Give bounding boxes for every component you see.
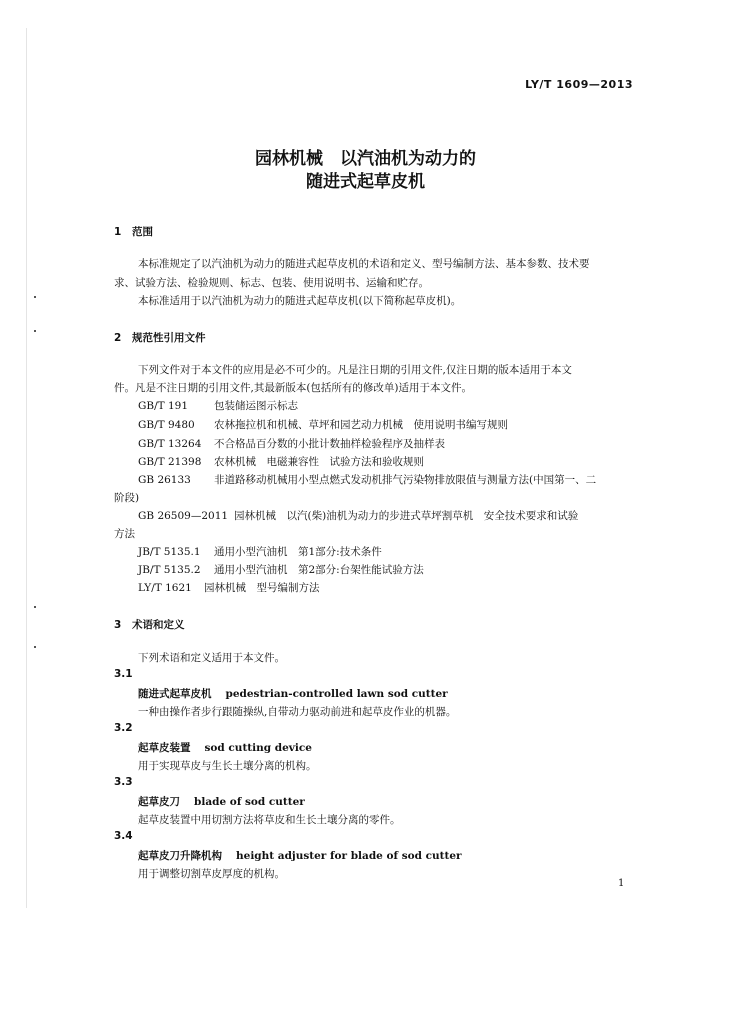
- reference-item: [138, 562, 424, 577]
- reference-code: GB/T 21398: [138, 456, 202, 468]
- reference-title: 不合格品百分数的小批计数抽样检验程序及抽样表: [214, 438, 445, 450]
- term-zh: 随进式起草皮机: [138, 688, 212, 700]
- section-number: 2: [114, 332, 122, 344]
- term-entry: [138, 740, 312, 755]
- reference-title: 农林拖拉机和机械、草坪和园艺动力机械 使用说明书编写规则: [214, 419, 508, 431]
- term-definition: 一种由操作者步行跟随操纵,自带动力驱动前进和起草皮作业的机器。: [138, 706, 457, 718]
- reference-code: JB/T 5135.2: [138, 564, 201, 576]
- term-en: blade of sod cutter: [194, 796, 305, 808]
- reference-code: GB/T 13264: [138, 438, 202, 450]
- reference-title: 包装储运图示标志: [214, 400, 298, 412]
- term-zh: 起草皮刀升降机构: [138, 850, 222, 862]
- reference-continuation: 阶段): [114, 492, 140, 504]
- scan-speck: [34, 330, 36, 332]
- section-title: 规范性引用文件: [132, 332, 206, 344]
- term-number: 3.3: [114, 776, 133, 788]
- paragraph-line: 件。凡是不注日期的引用文件,其最新版本(包括所有的修改单)适用于本文件。: [114, 382, 473, 394]
- document-title-line2: 随进式起草皮机: [306, 172, 425, 192]
- reference-title: 通用小型汽油机 第1部分:技术条件: [214, 546, 382, 558]
- reference-title: 园林机械 以汽(柴)油机为动力的步进式草坪割草机 安全技术要求和试验: [234, 510, 579, 522]
- section-heading-normative-references: [114, 330, 206, 345]
- section-heading-scope: [114, 224, 153, 239]
- scan-speck: [34, 606, 36, 608]
- reference-title: 农林机械 电磁兼容性 试验方法和验收规则: [214, 456, 424, 468]
- term-definition: 起草皮装置中用切割方法将草皮和生长土壤分离的零件。: [138, 814, 401, 826]
- term-definition: 用于调整切割草皮厚度的机构。: [138, 868, 285, 880]
- reference-item: [138, 436, 445, 451]
- term-entry: [138, 794, 305, 809]
- section-number: 1: [114, 226, 122, 238]
- reference-item: [138, 472, 596, 487]
- term-en: sod cutting device: [204, 742, 312, 754]
- reference-code: LY/T 1621: [138, 582, 192, 594]
- term-en: pedestrian-controlled lawn sod cutter: [225, 688, 448, 700]
- standard-code: LY/T 1609—2013: [525, 78, 633, 91]
- reference-code: GB 26133: [138, 474, 191, 486]
- reference-item: [138, 508, 578, 523]
- reference-code: GB 26509—2011: [138, 510, 229, 522]
- reference-code: GB/T 191: [138, 400, 189, 412]
- paragraph-line: 本标准规定了以汽油机为动力的随进式起草皮机的术语和定义、型号编制方法、基本参数、技术要: [138, 258, 590, 270]
- section-heading-terms: [114, 617, 185, 632]
- term-en: height adjuster for blade of sod cutter: [236, 850, 462, 862]
- reference-code: GB/T 9480: [138, 419, 195, 431]
- reference-title: 园林机械 型号编制方法: [204, 582, 320, 594]
- paragraph-line: 下列文件对于本文件的应用是必不可少的。凡是注日期的引用文件,仅注日期的版本适用于本文: [138, 364, 572, 376]
- reference-item: [138, 417, 508, 432]
- paragraph-line: 本标准适用于以汽油机为动力的随进式起草皮机(以下简称起草皮机)。: [138, 295, 462, 307]
- term-zh: 起草皮装置: [138, 742, 191, 754]
- reference-item: [138, 544, 382, 559]
- reference-item: [138, 454, 424, 469]
- reference-code: JB/T 5135.1: [138, 546, 201, 558]
- reference-continuation: 方法: [114, 528, 135, 540]
- term-definition: 用于实现草皮与生长土壤分离的机构。: [138, 760, 317, 772]
- reference-title: 非道路移动机械用小型点燃式发动机排气污染物排放限值与测量方法(中国第一、二: [214, 474, 597, 486]
- section-title: 术语和定义: [132, 619, 185, 631]
- reference-title: 通用小型汽油机 第2部分:台架性能试验方法: [214, 564, 424, 576]
- paragraph-line: 求、试验方法、检验规则、标志、包装、使用说明书、运输和贮存。: [114, 277, 429, 289]
- scan-speck: [34, 296, 36, 298]
- paragraph-line: 下列术语和定义适用于本文件。: [138, 652, 285, 664]
- term-entry: [138, 686, 448, 701]
- section-number: 3: [114, 619, 122, 631]
- term-entry: [138, 848, 462, 863]
- page-number: 1: [618, 878, 625, 889]
- document-title-line1: 园林机械 以汽油机为动力的: [255, 149, 476, 169]
- scan-speck: [34, 646, 36, 648]
- term-number: 3.2: [114, 722, 133, 734]
- term-number: 3.1: [114, 668, 133, 680]
- section-title: 范围: [132, 226, 153, 238]
- reference-item: [138, 580, 320, 595]
- term-number: 3.4: [114, 830, 133, 842]
- term-zh: 起草皮刀: [138, 796, 180, 808]
- reference-item: [138, 398, 298, 413]
